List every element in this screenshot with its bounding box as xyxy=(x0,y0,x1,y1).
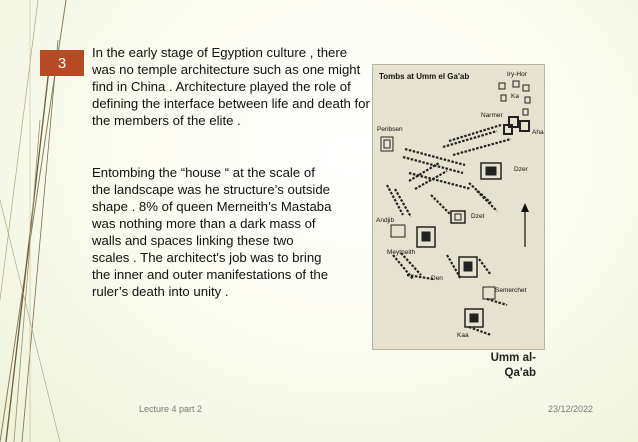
label-andjib: Andjib xyxy=(376,217,395,224)
label-aha: Aha xyxy=(532,129,544,136)
intro-paragraph: In the early stage of Egyption culture , there was no temple architecture such as one might find in China . Architecture played the role of defining the interface between life and death for the members of the elite . xyxy=(92,45,370,128)
subsidiary-burial-rows xyxy=(387,125,511,335)
label-iry-hor: Iry-Hor xyxy=(507,71,527,78)
label-kaa: Kaa xyxy=(457,332,469,339)
body-paragraph: Entombing the “house “ at the scale of the landscape was he structure’s outside shape . 8% of queen Merneith’s Mastaba was nothing more than a dark mass of walls and spaces linking these two scales . The architect's job was to bring the inner and outer manifestations of the ruler’s death into unity . xyxy=(92,165,332,299)
footer-lecture: Lecture 4 part 2 xyxy=(139,404,203,414)
label-dzer: Dzer xyxy=(514,166,528,173)
label-ka: Ka xyxy=(511,93,519,100)
footer-date: 23/12/2022 xyxy=(548,404,594,414)
slide-number-badge: 3 xyxy=(40,50,84,76)
label-peribsen: Peribsen xyxy=(377,126,403,133)
tombs-map xyxy=(372,64,545,350)
label-dzet: Dzet xyxy=(471,213,485,220)
map-title: Tombs at Umm el Ga'ab xyxy=(379,72,470,81)
caption-line-2: Qa'ab xyxy=(504,367,536,379)
north-arrow-icon xyxy=(521,203,529,247)
label-den: Den xyxy=(431,275,443,282)
map-caption xyxy=(456,351,536,381)
map-drawing xyxy=(373,65,544,349)
label-narmer: Narmer xyxy=(481,112,503,119)
label-semerchet: Semerchet xyxy=(495,287,527,294)
label-meytneith: Meytneith xyxy=(387,249,416,256)
caption-line-1: Umm al- xyxy=(490,352,536,364)
